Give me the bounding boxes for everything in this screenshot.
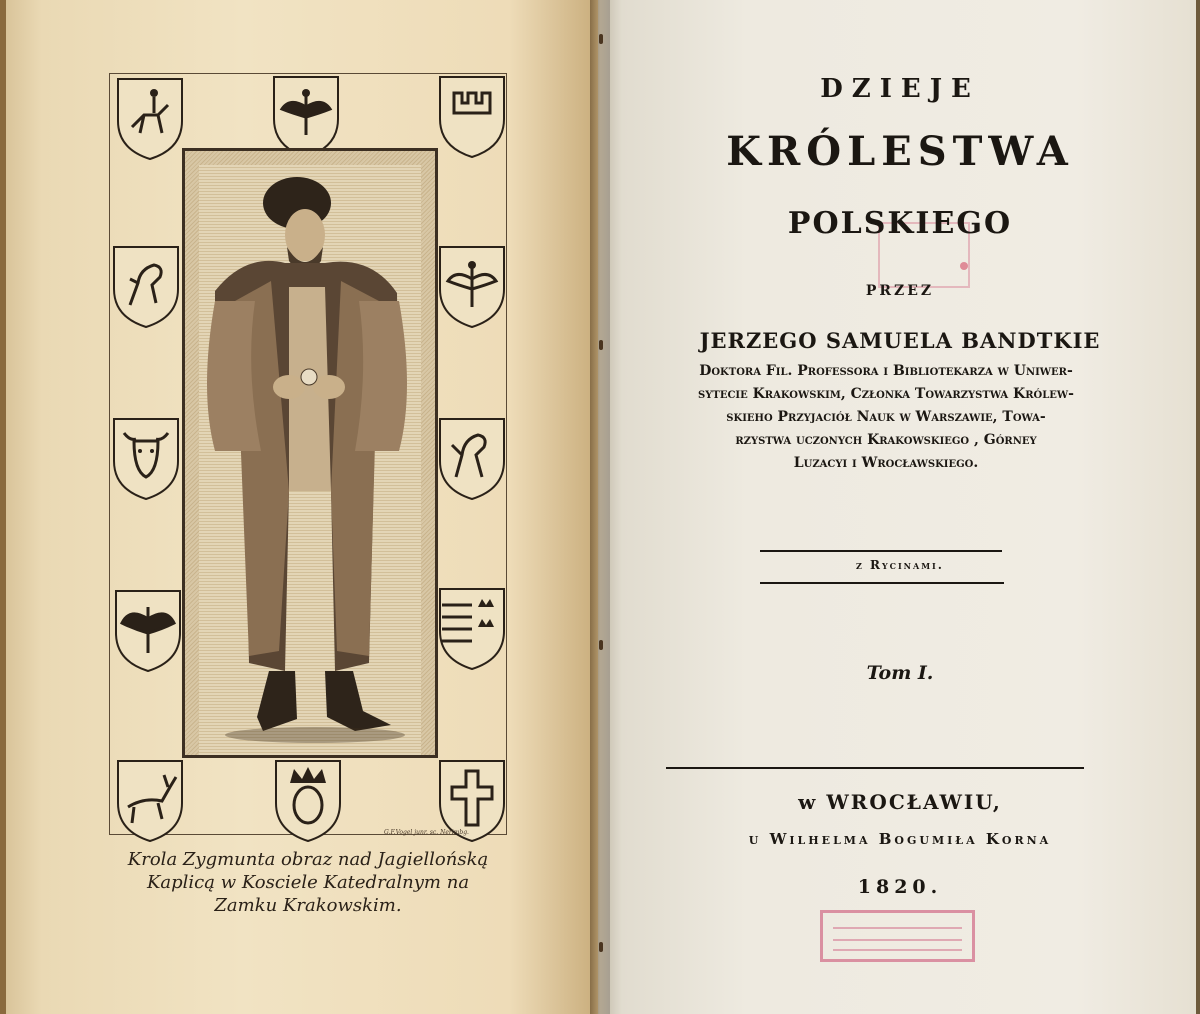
niche xyxy=(182,148,438,758)
illustrations-note: z Rycinami. xyxy=(856,558,944,572)
imprint-publisher: u Wilhelma Bogumiła Korna xyxy=(748,830,1052,848)
by-label: PRZEZ xyxy=(865,283,935,299)
caption-line: Zamku Krakowskim. xyxy=(214,895,402,916)
frontispiece-caption xyxy=(108,848,508,917)
frontispiece-page xyxy=(0,0,598,1014)
lion-shield-icon xyxy=(436,415,508,501)
title-line-1: DZIEJE xyxy=(820,74,980,104)
binding-stitch xyxy=(599,34,603,44)
credentials-line: Luzacyi i Wrocławskiego. xyxy=(793,455,979,471)
deer-shield-icon xyxy=(114,757,186,843)
divider-rule xyxy=(666,767,1084,769)
author-name: JERZEGO SAMUELA BANDTKIE xyxy=(699,328,1101,353)
binding-stitch xyxy=(599,942,603,952)
crowned-head-shield-icon xyxy=(272,757,344,843)
eagle-shield-icon xyxy=(112,587,184,673)
binding-stitch xyxy=(599,640,603,650)
credentials-line: rzystwa uczonych Krakowskiego , Górney xyxy=(735,432,1037,448)
library-stamp xyxy=(820,910,975,962)
king-portrait xyxy=(185,151,435,755)
stamp-mark xyxy=(960,262,968,270)
author-credentials xyxy=(636,360,1136,475)
credentials-line: skieho Przyjaciół Nauk w Warszawie, Towa- xyxy=(726,409,1046,425)
divider-rule xyxy=(760,550,1002,552)
eagle-shield-icon xyxy=(270,73,342,159)
title-line-2: KRÓLESTWA xyxy=(726,128,1074,175)
tower-shield-icon xyxy=(436,73,508,159)
credentials-line: sytecie Krakowskim, Członka Towarzystwa Królew- xyxy=(698,386,1074,402)
engraver-credit: G.F.Vogel junr. sc. Nerimbg. xyxy=(384,829,469,836)
eagle-shield-icon xyxy=(436,243,508,329)
caption-line: Krola Zygmunta obraz nad Jagiellońską xyxy=(127,849,489,870)
lion-shield-icon xyxy=(110,243,182,329)
crowns-shield-icon xyxy=(436,585,508,671)
bull-head-shield-icon xyxy=(110,415,182,501)
divider-rule xyxy=(760,582,1004,584)
credentials-line: Doktora Fil. Professora i Bibliotekarza w Uniwer- xyxy=(699,363,1073,379)
rider-shield-icon xyxy=(114,75,186,161)
volume-label: Tom I. xyxy=(866,662,934,684)
imprint-year: 1820. xyxy=(857,876,943,898)
caption-line: Kaplicą w Kosciele Katedralnym na xyxy=(146,872,470,893)
imprint-place: w WROCŁAWIU, xyxy=(798,790,1002,814)
title-line-3: POLSKIEGO xyxy=(787,206,1013,241)
